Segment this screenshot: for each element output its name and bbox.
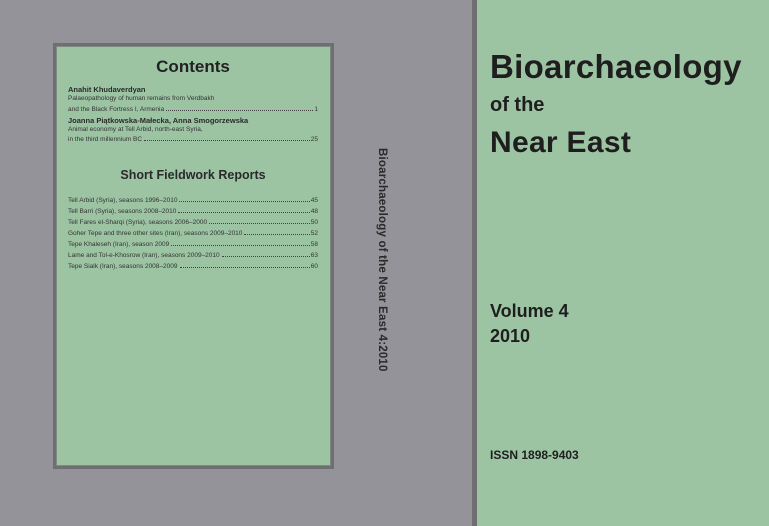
spine-title: Bioarchaeology of the Near East 4:2010 xyxy=(376,148,388,372)
fieldwork-item-text: Tepe Sialk (Iran), seasons 2008–2009 xyxy=(68,263,178,270)
fieldwork-list xyxy=(68,195,318,272)
fieldwork-section-title: Short Fieldwork Reports xyxy=(120,168,266,182)
article-title-line: Palaeopathology of human remains from Verdbakh xyxy=(68,95,215,102)
article-title-line-with-page xyxy=(68,104,318,115)
fieldwork-item xyxy=(68,206,318,217)
page-number: 48 xyxy=(310,208,318,215)
fieldwork-item-text: Tell Fares el-Sharqi (Syria), seasons 2006–2000 xyxy=(68,219,208,226)
fieldwork-item-text: Lame and Tol-e-Khosrow (Iran), seasons 2009–2010 xyxy=(68,252,220,259)
volume-number: Volume 4 xyxy=(490,301,569,321)
leader-dots xyxy=(209,223,310,224)
fieldwork-item-text: Tell Barri (Syria), seasons 2008–2010 xyxy=(68,208,177,215)
publication-year: 2010 xyxy=(490,326,531,346)
issn: ISSN 1898-9403 xyxy=(490,448,579,462)
fieldwork-item xyxy=(68,250,318,261)
article-title-line: and the Black Fortress I, Armenia xyxy=(68,105,165,113)
fieldwork-item xyxy=(68,239,318,250)
article-title-line-with-page xyxy=(68,134,318,145)
leader-dots xyxy=(222,256,310,257)
article-author: Anahit Khudaverdyan xyxy=(68,85,146,94)
journal-title-line-1: Bioarchaeology xyxy=(490,48,742,85)
leader-dots xyxy=(178,212,309,213)
fieldwork-item-text: Tepe Khaleseh (Iran), season 2009 xyxy=(68,241,170,248)
page-number: 50 xyxy=(310,219,318,226)
contents-title: Contents xyxy=(156,57,230,76)
fieldwork-item-text: Tell Arbid (Syria), seasons 1996–2010 xyxy=(68,197,178,204)
front-cover xyxy=(477,0,769,526)
fieldwork-item-text: Goher Tepe and three other sites (Iran), seasons 2009–2010 xyxy=(68,230,243,237)
article-author: Joanna Piątkowska-Małecka, Anna Smogorzewska xyxy=(68,115,249,125)
page-number: 1 xyxy=(314,105,318,113)
leader-dots xyxy=(171,245,310,246)
page-number: 45 xyxy=(310,197,318,204)
journal-title-line-3: Near East xyxy=(490,126,632,159)
page-number: 63 xyxy=(310,252,318,259)
article-title-line: in the third millennium BC xyxy=(68,136,143,143)
journal-title-line-2: of the xyxy=(490,94,545,116)
fieldwork-item xyxy=(68,228,318,239)
fieldwork-item xyxy=(68,195,318,206)
page-number: 60 xyxy=(310,263,318,270)
fieldwork-item xyxy=(68,217,318,228)
article-title-line: Animal economy at Tell Arbid, north-east Syria, xyxy=(68,125,203,133)
spine xyxy=(367,148,397,378)
contents-panel xyxy=(56,46,331,466)
leader-dots xyxy=(144,140,310,141)
article-entry xyxy=(68,116,318,146)
leader-dots xyxy=(179,201,309,202)
contents-frame xyxy=(53,43,334,469)
page-number: 58 xyxy=(310,241,318,248)
page-number: 25 xyxy=(310,136,318,143)
leader-dots xyxy=(166,110,313,111)
fieldwork-item xyxy=(68,261,318,272)
page-number: 52 xyxy=(310,230,318,237)
leader-dots xyxy=(244,234,309,235)
leader-dots xyxy=(180,267,310,268)
article-entry xyxy=(68,85,318,115)
